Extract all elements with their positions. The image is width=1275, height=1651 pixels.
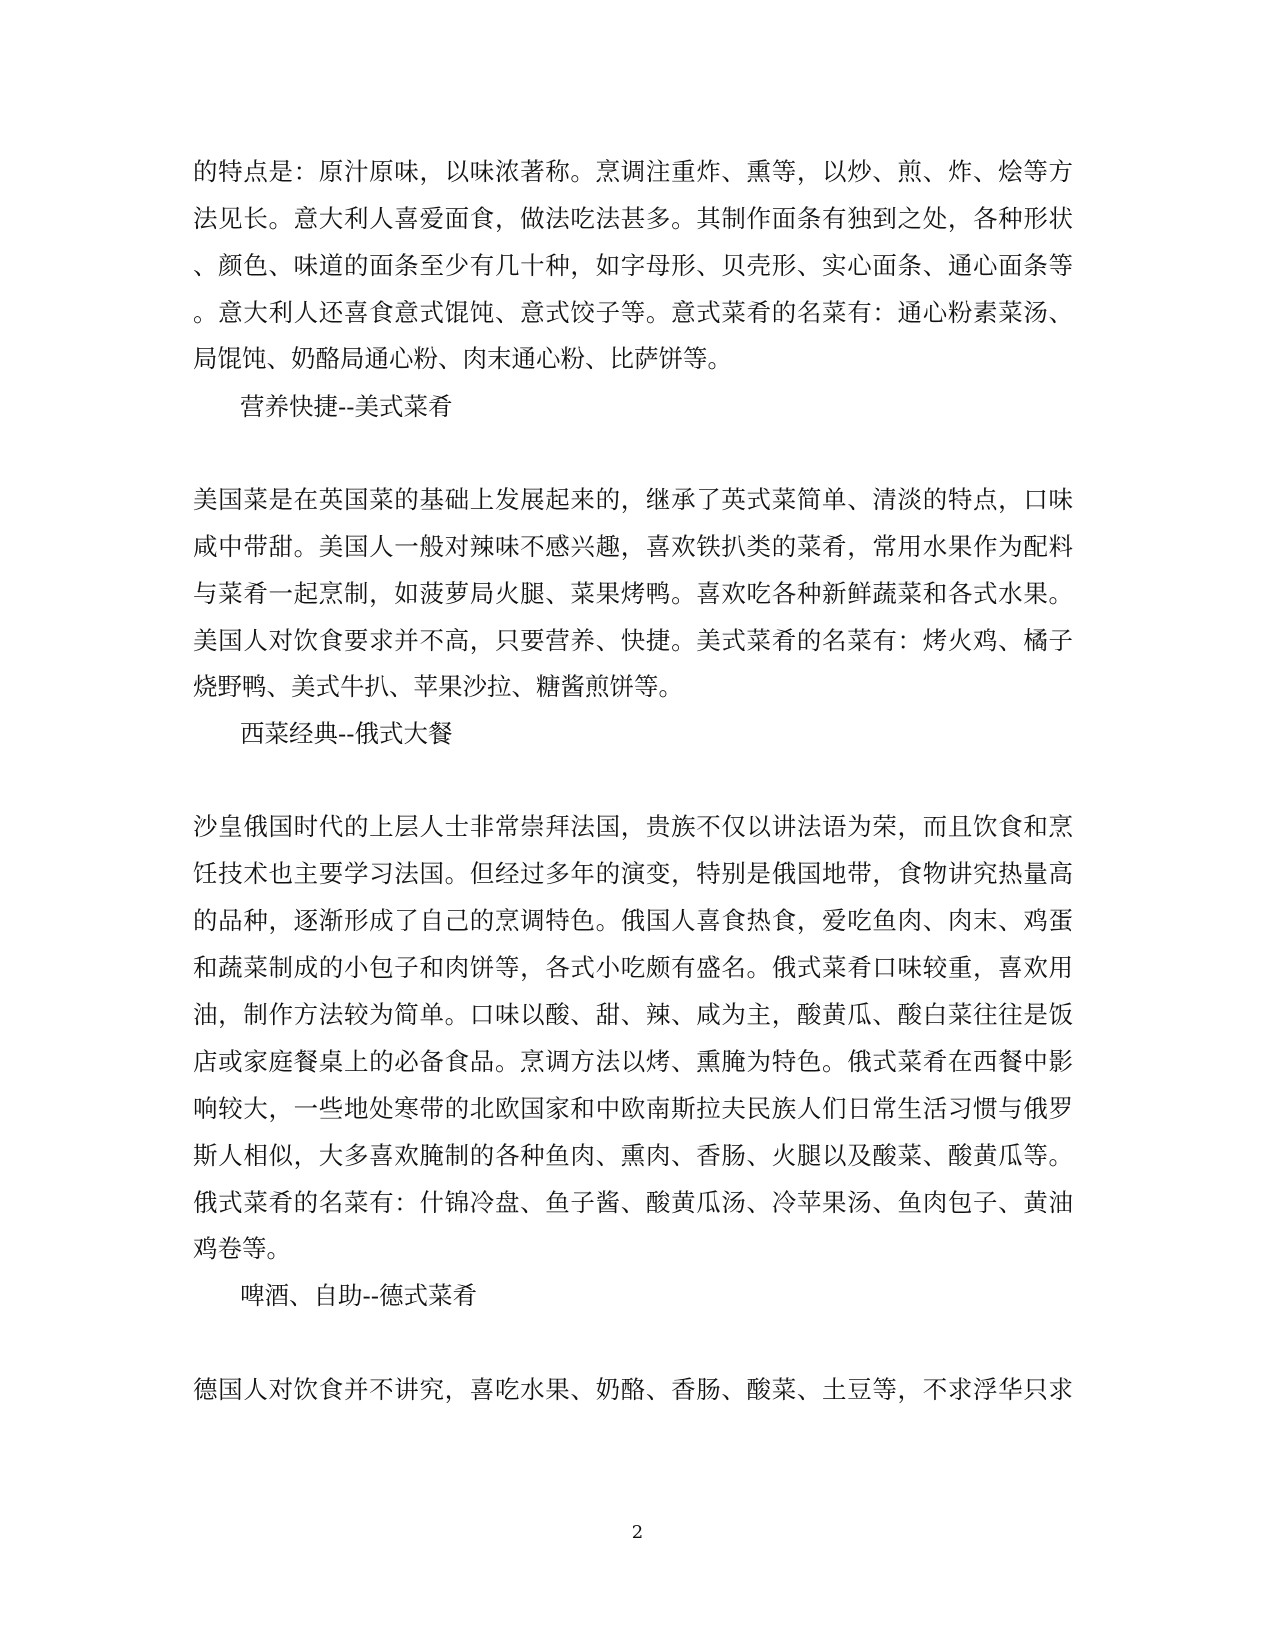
body-text-line: 美国菜是在英国菜的基础上发展起来的，继承了英式菜简单、清淡的特点，口味 [193, 485, 1073, 514]
body-text-line: 法见长。意大利人喜爱面食，做法吃法甚多。其制作面条有独到之处，各种形状 [193, 204, 1073, 233]
section-heading: 西菜经典--俄式大餐 [240, 719, 453, 748]
body-text-line: 美国人对饮食要求并不高，只要营养、快捷。美式菜肴的名菜有：烤火鸡、橘子 [193, 626, 1073, 655]
body-text-line: 的品种，逐渐形成了自己的烹调特色。俄国人喜食热食，爱吃鱼肉、肉末、鸡蛋 [193, 906, 1073, 935]
section-heading: 啤酒、自助--德式菜肴 [240, 1281, 478, 1310]
body-text-line: 、颜色、味道的面条至少有几十种，如字母形、贝壳形、实心面条、通心面条等 [193, 251, 1073, 280]
body-text-line: 响较大，一些地处寒带的北欧国家和中欧南斯拉夫民族人们日常生活习惯与俄罗 [193, 1094, 1073, 1123]
body-text-line: 与菜肴一起烹制，如菠萝局火腿、菜果烤鸭。喜欢吃各种新鲜蔬菜和各式水果。 [193, 579, 1073, 608]
page-number: 2 [631, 1522, 644, 1543]
body-text-line: 斯人相似，大多喜欢腌制的各种鱼肉、熏肉、香肠、火腿以及酸菜、酸黄瓜等。 [193, 1141, 1073, 1170]
body-text-line: 局馄饨、奶酪局通心粉、肉末通心粉、比萨饼等。 [193, 344, 732, 373]
body-text-line: 鸡卷等。 [193, 1234, 291, 1263]
body-text-line: 油，制作方法较为简单。口味以酸、甜、辣、咸为主，酸黄瓜、酸白菜往往是饭 [193, 1000, 1073, 1029]
body-text-line: 咸中带甜。美国人一般对辣味不感兴趣，喜欢铁扒类的菜肴，常用水果作为配料 [193, 532, 1073, 561]
body-text-line: 和蔬菜制成的小包子和肉饼等，各式小吃颇有盛名。俄式菜肴口味较重，喜欢用 [193, 953, 1073, 982]
body-text-line: 的特点是：原汁原味，以味浓著称。烹调注重炸、熏等，以炒、煎、炸、烩等方 [193, 157, 1073, 186]
body-text-line: 烧野鸭、美式牛扒、苹果沙拉、糖酱煎饼等。 [193, 672, 683, 701]
body-text-line: 德国人对饮食并不讲究，喜吃水果、奶酪、香肠、酸菜、土豆等，不求浮华只求 [193, 1375, 1073, 1404]
body-text-line: 店或家庭餐桌上的必备食品。烹调方法以烤、熏腌为特色。俄式菜肴在西餐中影 [193, 1047, 1073, 1076]
section-heading: 营养快捷--美式菜肴 [240, 392, 453, 421]
body-text-line: 。意大利人还喜食意式馄饨、意式饺子等。意式菜肴的名菜有：通心粉素菜汤、 [193, 298, 1073, 327]
body-text-line: 俄式菜肴的名菜有：什锦冷盘、鱼子酱、酸黄瓜汤、冷苹果汤、鱼肉包子、黄油 [193, 1188, 1073, 1217]
body-text-line: 饪技术也主要学习法国。但经过多年的演变，特别是俄国地带，食物讲究热量高 [193, 859, 1073, 888]
body-text-line: 沙皇俄国时代的上层人士非常崇拜法国，贵族不仅以讲法语为荣，而且饮食和烹 [193, 812, 1073, 841]
